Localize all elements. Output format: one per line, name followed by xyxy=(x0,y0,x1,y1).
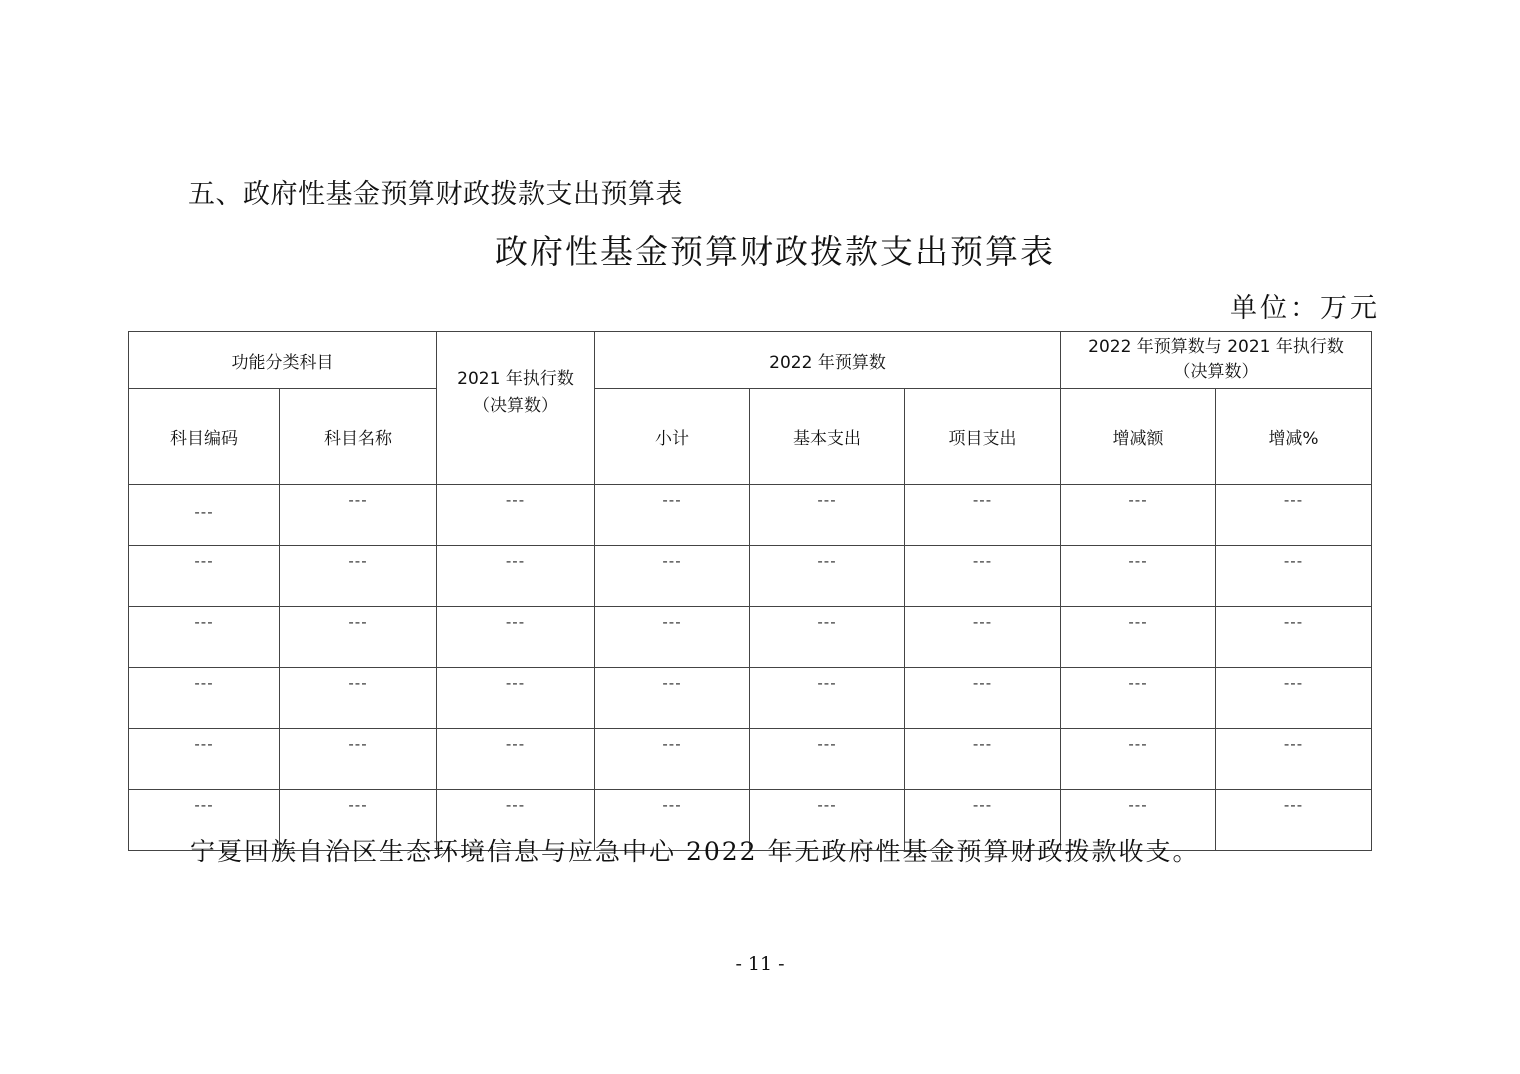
table-cell: --- xyxy=(595,485,750,546)
table-cell: --- xyxy=(750,668,905,729)
header-row-2 xyxy=(129,389,1372,485)
table-cell: --- xyxy=(1216,485,1372,546)
header-basic-expenditure: 基本支出 xyxy=(750,389,905,485)
table-cell: --- xyxy=(129,607,280,668)
table-row xyxy=(129,607,1372,668)
table-row xyxy=(129,546,1372,607)
table-cell: --- xyxy=(905,668,1061,729)
table-cell: --- xyxy=(437,607,595,668)
table-cell: --- xyxy=(280,790,437,851)
table-cell: --- xyxy=(129,485,280,546)
table-cell: --- xyxy=(1216,668,1372,729)
table-cell: --- xyxy=(595,546,750,607)
table-cell: --- xyxy=(905,546,1061,607)
table-cell: --- xyxy=(280,485,437,546)
table-cell: --- xyxy=(1216,546,1372,607)
table-cell: --- xyxy=(129,546,280,607)
table-cell: --- xyxy=(1216,790,1372,851)
table-cell: --- xyxy=(905,485,1061,546)
table-row xyxy=(129,485,1372,546)
table-cell: --- xyxy=(1216,607,1372,668)
page-number: - 11 - xyxy=(735,953,785,975)
table-cell: --- xyxy=(905,729,1061,790)
document-title: 政府性基金预算财政拨款支出预算表 xyxy=(495,232,1055,271)
header-functional-category: 功能分类科目 xyxy=(129,332,437,389)
header-comparison-line2: （决算数） xyxy=(1173,362,1259,382)
header-row-1 xyxy=(129,332,1372,389)
table-cell: --- xyxy=(1216,729,1372,790)
table-cell: --- xyxy=(1061,485,1216,546)
table-cell: --- xyxy=(750,546,905,607)
unit-label: 单位：万元 xyxy=(1230,293,1380,324)
table-row xyxy=(129,729,1372,790)
table-cell: --- xyxy=(750,790,905,851)
table-cell: --- xyxy=(750,485,905,546)
header-comparison-line1: 2022 年预算数与 2021 年执行数 xyxy=(1088,337,1344,357)
header-comparison xyxy=(1061,332,1372,389)
header-2021-execution xyxy=(437,332,595,485)
table-cell: --- xyxy=(1061,607,1216,668)
table-cell: --- xyxy=(905,607,1061,668)
header-2022-budget: 2022 年预算数 xyxy=(595,332,1061,389)
header-project-expenditure: 项目支出 xyxy=(905,389,1061,485)
table-cell: --- xyxy=(437,729,595,790)
budget-table xyxy=(128,331,1372,851)
header-2021-execution-line2: （决算数） xyxy=(473,396,558,416)
table-row xyxy=(129,668,1372,729)
table-cell: --- xyxy=(129,790,280,851)
table-cell: --- xyxy=(1061,668,1216,729)
table-cell: --- xyxy=(280,607,437,668)
header-subject-code: 科目编码 xyxy=(129,389,280,485)
header-change-percent: 增减% xyxy=(1216,389,1372,485)
footnote-text: 宁夏回族自治区生态环境信息与应急中心 2022 年无政府性基金预算财政拨款收支。 xyxy=(190,837,1200,866)
table-cell: --- xyxy=(1061,729,1216,790)
table-cell: --- xyxy=(595,729,750,790)
header-2021-execution-line1: 2021 年执行数 xyxy=(457,369,574,389)
table-cell: --- xyxy=(280,668,437,729)
header-change-amount: 增减额 xyxy=(1061,389,1216,485)
table-cell: --- xyxy=(750,729,905,790)
table-cell: --- xyxy=(1061,790,1216,851)
table-cell: --- xyxy=(129,729,280,790)
table-cell: --- xyxy=(129,668,280,729)
table-cell: --- xyxy=(437,546,595,607)
header-subtotal: 小计 xyxy=(595,389,750,485)
table-cell: --- xyxy=(437,485,595,546)
table-cell: --- xyxy=(437,790,595,851)
table-cell: --- xyxy=(280,729,437,790)
table-cell: --- xyxy=(905,790,1061,851)
table-cell: --- xyxy=(595,790,750,851)
header-subject-name: 科目名称 xyxy=(280,389,437,485)
table-cell: --- xyxy=(1061,546,1216,607)
table-cell: --- xyxy=(750,607,905,668)
table-cell: --- xyxy=(595,668,750,729)
table-cell: --- xyxy=(595,607,750,668)
table-cell: --- xyxy=(437,668,595,729)
section-heading: 五、政府性基金预算财政拨款支出预算表 xyxy=(188,179,683,210)
table-cell: --- xyxy=(280,546,437,607)
